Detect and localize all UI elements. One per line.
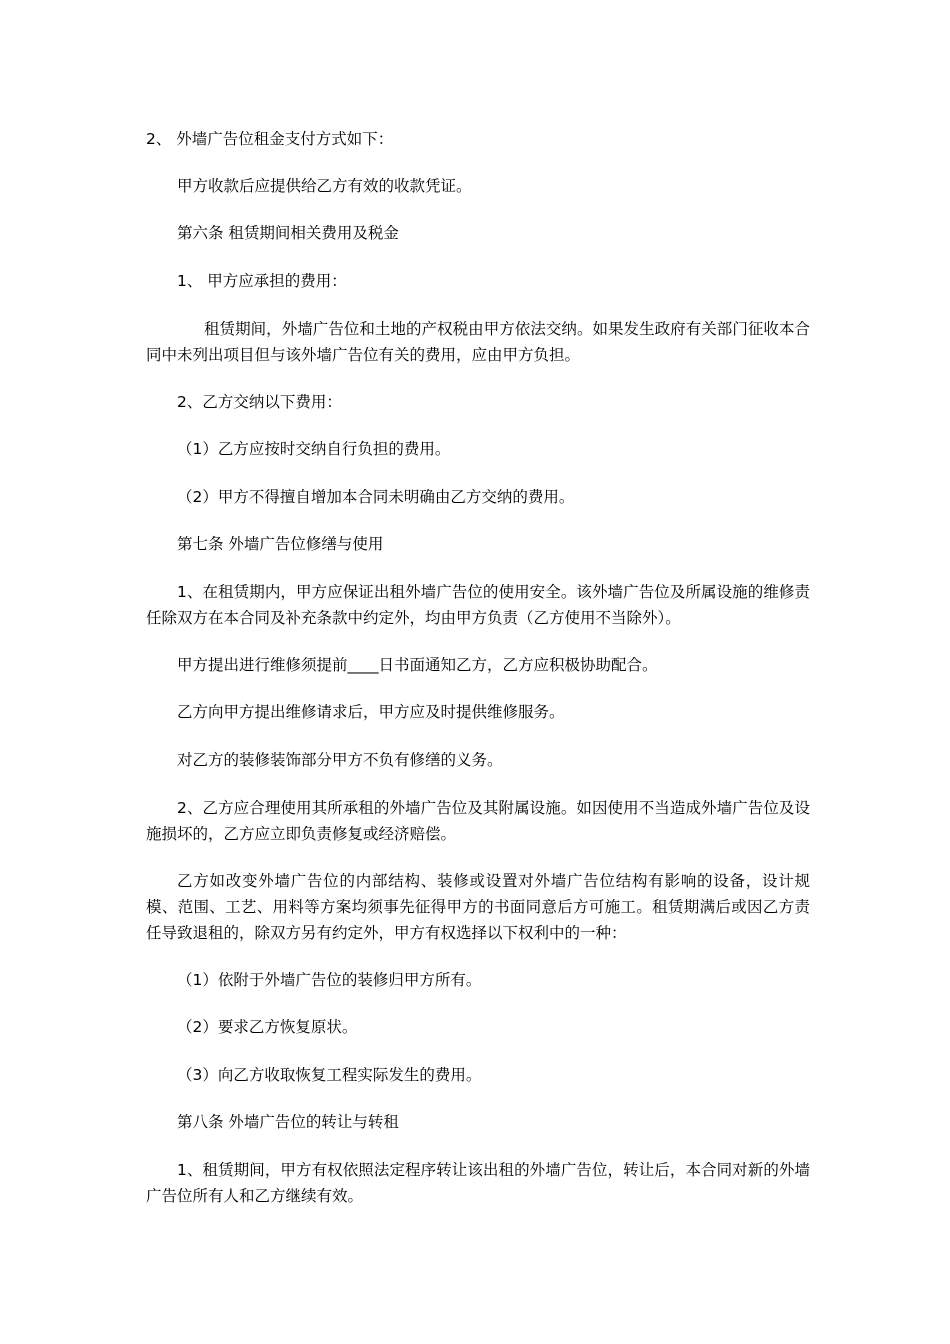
article-6-item-2-sub-2: （2）甲方不得擅自增加本合同未明确由乙方交纳的费用。 — [177, 488, 575, 506]
article-6-item-1: 1、 甲方应承担的费用： — [177, 272, 347, 290]
receipt-paragraph: 甲方收款后应提供给乙方有效的收款凭证。 — [177, 177, 472, 195]
article-7-item-1: 1、在租赁期内，甲方应保证出租外墙广告位的使用安全。该外墙广告位及所属设施的维修责任除双方在本合同及补充条款中约定外，均由甲方负责（乙方使用不当除外）。 — [146, 583, 810, 627]
article-8-item-1: 1、租赁期间，甲方有权依照法定程序转让该出租的外墙广告位，转让后，本合同对新的外墙广告位所有人和乙方继续有效。 — [146, 1161, 810, 1205]
article-7-option-3: （3）向乙方收取恢复工程实际发生的费用。 — [177, 1066, 482, 1084]
article-7-item-1-decoration: 对乙方的装修装饰部分甲方不负有修缮的义务。 — [177, 751, 503, 769]
article-7-item-2: 2、乙方应合理使用其所承租的外墙广告位及其附属设施。如因使用不当造成外墙广告位及设施损坏的，乙方应立即负责修复或经济赔偿。 — [146, 799, 810, 843]
article-7-option-2: （2）要求乙方恢复原状。 — [177, 1018, 358, 1036]
article-8-heading: 第八条 外墙广告位的转让与转租 — [177, 1113, 399, 1131]
article-7-item-1-request: 乙方向甲方提出维修请求后，甲方应及时提供维修服务。 — [177, 703, 565, 721]
article-6-item-2: 2、乙方交纳以下费用： — [177, 393, 342, 411]
article-6-item-1-body: 租赁期间，外墙广告位和土地的产权税由甲方依法交纳。如果发生政府有关部门征收本合同中未列出项目但与该外墙广告位有关的费用，应由甲方负担。 — [146, 320, 810, 364]
article-7-option-1: （1）依附于外墙广告位的装修归甲方所有。 — [177, 971, 482, 989]
article-7-heading: 第七条 外墙广告位修缮与使用 — [177, 535, 384, 553]
article-6-heading: 第六条 租赁期间相关费用及税金 — [177, 224, 399, 242]
clause-5-item-2: 2、 外墙广告位租金支付方式如下： — [146, 130, 394, 148]
article-7-item-1-notice: 甲方提出进行维修须提前____日书面通知乙方，乙方应积极协助配合。 — [177, 656, 658, 674]
article-6-item-2-sub-1: （1）乙方应按时交纳自行负担的费用。 — [177, 440, 451, 458]
article-7-item-2-alteration: 乙方如改变外墙广告位的内部结构、装修或设置对外墙广告位结构有影响的设备，设计规模、范围、工艺、用料等方案均须事先征得甲方的书面同意后方可施工。租赁期满后或因乙方责任导致退租的，除双方另有约定外，甲方有权选择以下权利中的一种： — [146, 872, 810, 942]
